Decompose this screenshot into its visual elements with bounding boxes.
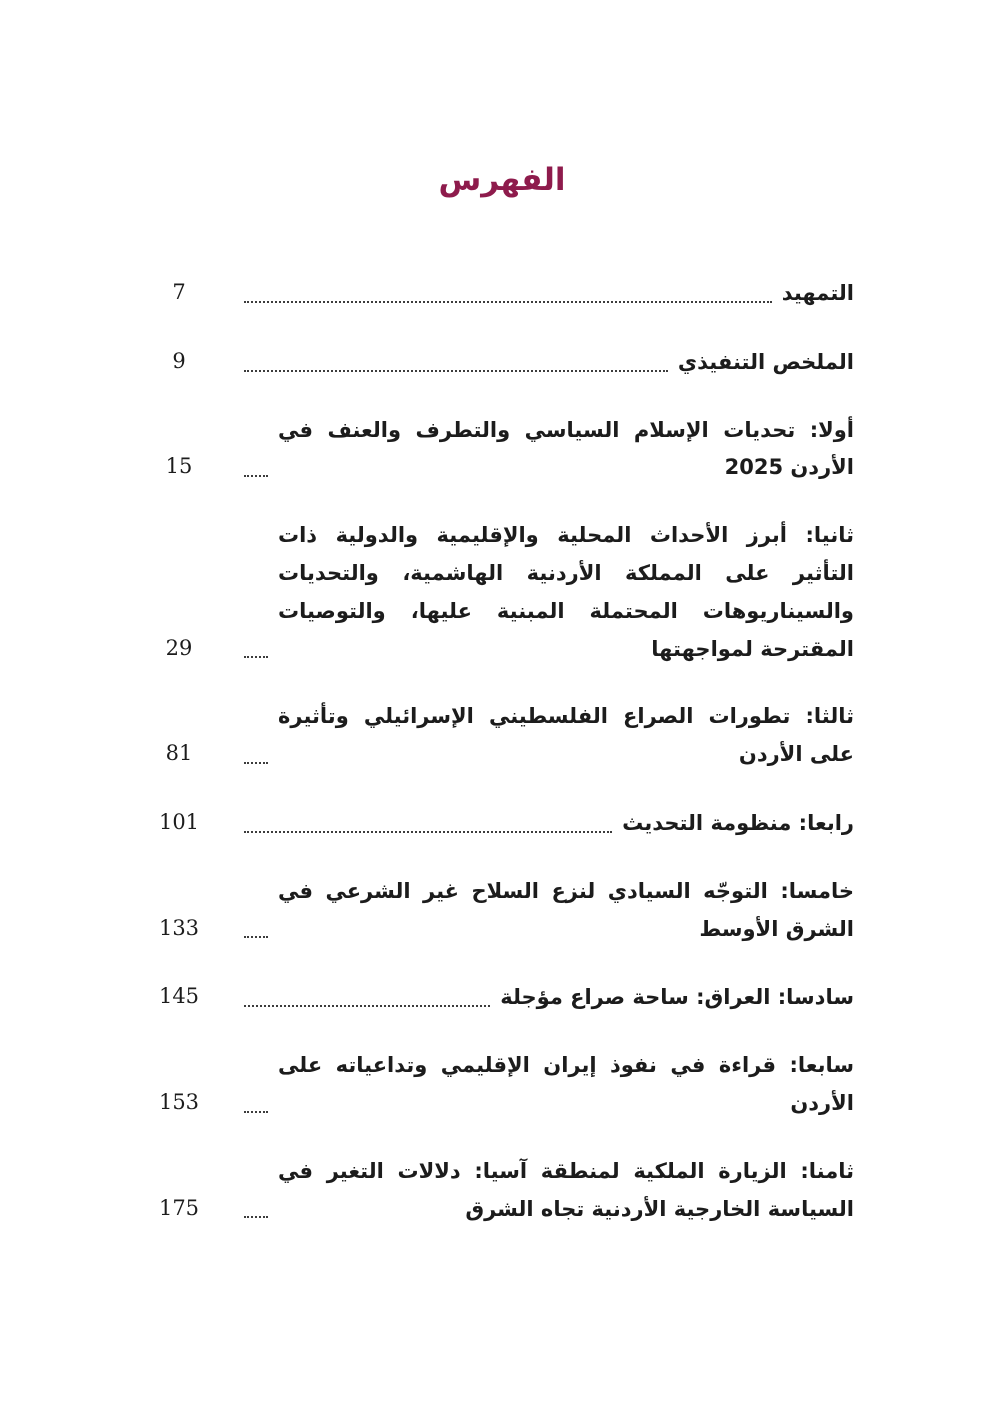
- dotted-leader: [244, 1216, 268, 1218]
- toc-entry-label: ثامنا: الزيارة الملكية لمنطقة آسيا: دلالات التغير في السياسة الخارجية الأردنية تجاه الشرق: [278, 1158, 854, 1221]
- toc-entry-page: 133: [158, 915, 200, 940]
- toc-entry: [150, 343, 854, 382]
- dotted-leader: [244, 370, 668, 372]
- toc-entry-label: ثانيا: أبرز الأحداث المحلية والإقليمية والدولية ذات التأثير على المملكة الأردنية الهاشمية، والتحديات والسيناريوهات المحتملة المبنية عليها، والتوصيات المقترحة لمواجهتها: [278, 523, 854, 661]
- toc-entry: [150, 412, 854, 488]
- toc-entry: [150, 804, 854, 843]
- toc-entry-label: سادسا: العراق: ساحة صراع مؤجلة: [500, 985, 854, 1010]
- toc-entry-label: التمهيد: [781, 281, 854, 305]
- toc-entry-label: ثالثا: تطورات الصراع الفلسطيني الإسرائيلي وتأثيرة على الأردن: [278, 704, 854, 767]
- toc-entry-label: خامسا: التوجّه السيادي لنزع السلاح غير الشرعي في الشرق الأوسط: [278, 878, 854, 941]
- toc-entry-label: الملخص التنفيذي: [677, 349, 854, 374]
- toc-entry-page: 101: [158, 809, 200, 834]
- table-of-contents: [150, 274, 854, 1228]
- dotted-leader: [244, 762, 268, 764]
- toc-entry-page: 15: [165, 454, 193, 479]
- dotted-leader: [244, 301, 772, 303]
- dotted-leader: [244, 475, 268, 477]
- dotted-leader: [244, 936, 268, 938]
- toc-entry-page: 7: [172, 280, 186, 304]
- toc-entry: [150, 1047, 854, 1123]
- toc-entry-label: أولا: تحديات الإسلام السياسي والتطرف والعنف في الأردن 2025: [278, 417, 854, 480]
- dotted-leader: [244, 656, 268, 658]
- page-title: الفهرس: [438, 162, 566, 198]
- toc-entry: [150, 1153, 854, 1229]
- toc-entry-page: 29: [165, 635, 193, 660]
- dotted-leader: [244, 1005, 490, 1007]
- dotted-leader: [244, 831, 612, 833]
- toc-entry-page: 175: [158, 1195, 200, 1220]
- toc-entry: [150, 274, 854, 313]
- toc-entry: [150, 517, 854, 668]
- toc-entry: [150, 978, 854, 1017]
- toc-entry-label: سابعا: قراءة في نفوذ إيران الإقليمي وتداعياته على الأردن: [278, 1053, 854, 1115]
- toc-entry-page: 145: [158, 984, 200, 1009]
- toc-entry-label: رابعا: منظومة التحديث: [622, 810, 854, 835]
- toc-entry-page: 81: [165, 741, 193, 766]
- dotted-leader: [244, 1111, 268, 1113]
- toc-entry: [150, 873, 854, 949]
- toc-entry-page: 9: [172, 348, 186, 373]
- toc-entry-page: 153: [158, 1089, 200, 1114]
- toc-entry: [150, 698, 854, 774]
